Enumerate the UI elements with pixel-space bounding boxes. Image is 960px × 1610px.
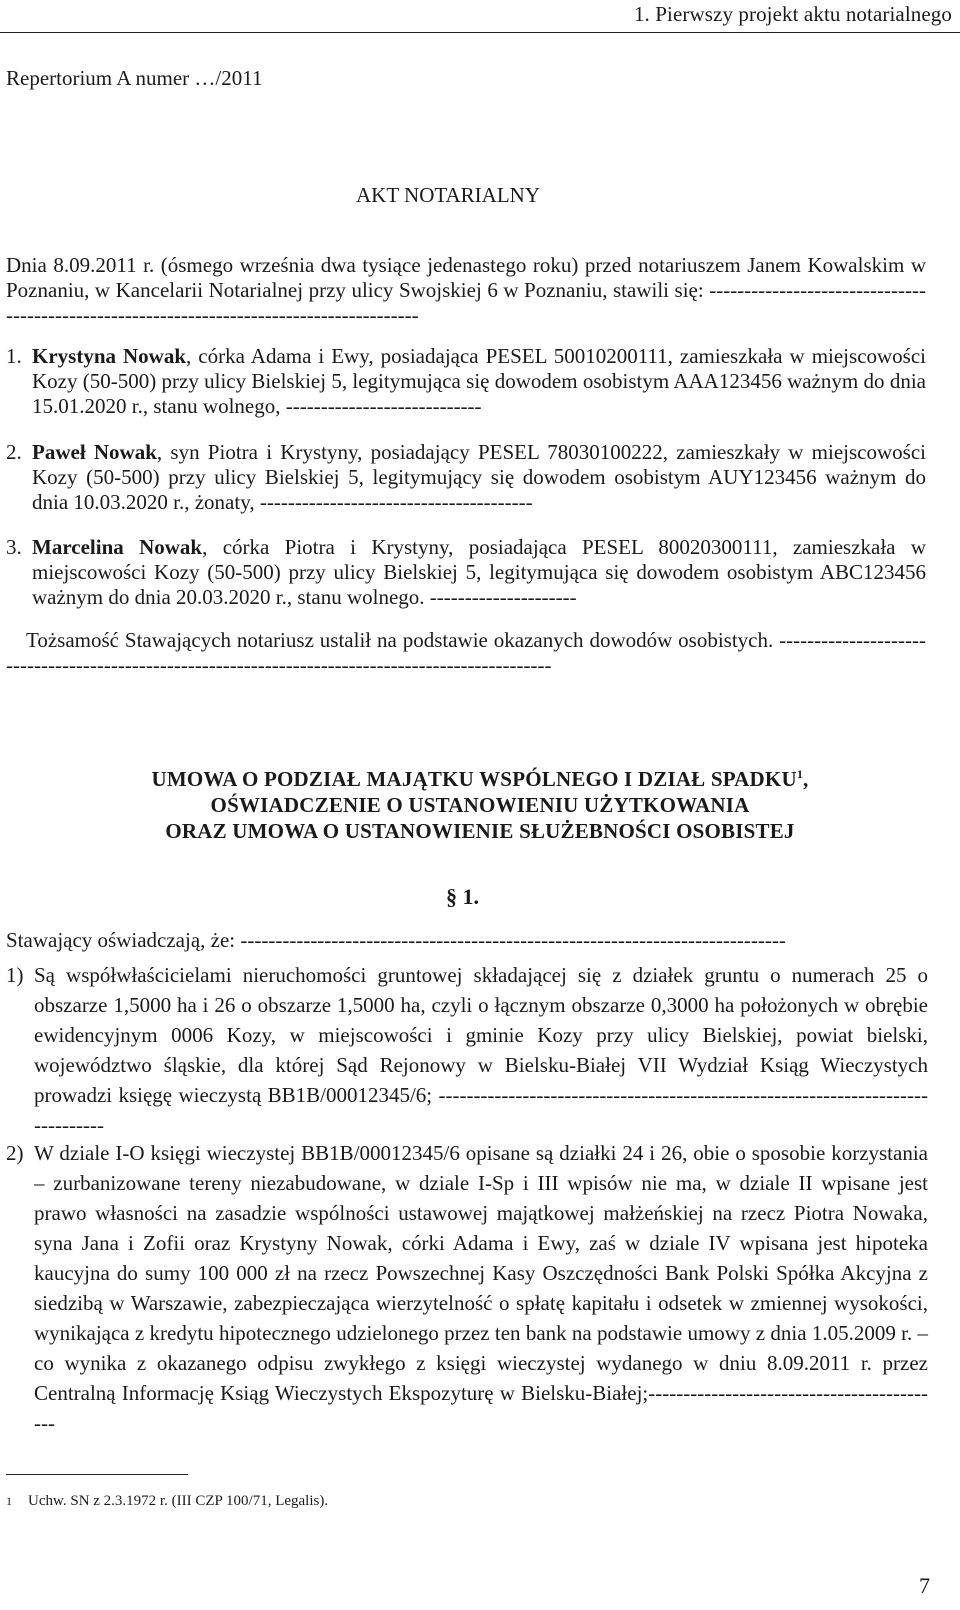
paragraph-mark: § 1. [446, 884, 479, 909]
party-number: 1. [6, 344, 22, 368]
point-number: 1) [6, 963, 24, 987]
footnote [6, 1493, 328, 1510]
footnote-number: 1 [6, 1494, 12, 1508]
repertorium-number: Repertorium A numer …/2011 [6, 66, 263, 90]
party-text [32, 535, 926, 610]
point-text: W dziale I-O księgi wieczystej BB1B/00012345/6 opisane są działki 24 i 26, obie o sposobie korzystania – zurbanizowane tereny niezabudowane, w dziale I-Sp i III wpisów nie ma, w dziale II wpisane jest prawo własności na zasadzie wspólności ustawowej majątkowej małżeńskiej na rzecz Piotra Nowaka, syna Jana i Zofii oraz Krystyny Nowak, córki Adama i Ewy, zaś w dziale IV wpisana jest hipoteka kaucyjna do sumy 100 000 zł na rzecz Powszechnej Kasy Oszczędności Bank Polski Spółka Akcyjna z siedzibą w Warszawie, zabezpieczająca wierzytelność o spłatę kapitału i odsetek w zmiennej wysokości, wynikająca z kredytu hipotecznego udzielonego przez ten bank na podstawie umowy z dnia 1.05.2009 r. – co wynika z okazanego odpisu zwykłego z księgi wieczystej wydanego w dniu 8.09.2011 r. przez Centralną Informację Ksiąg Wieczystych Ekspozyturę w Bielsku-Białej;------------------------------------------- [34, 1141, 928, 1435]
act-title: AKT NOTARIALNY [356, 183, 540, 207]
party-name: Krystyna Nowak [32, 344, 187, 368]
section-heading-line-3: ORAZ UMOWA O USTANOWIENIE SŁUŻEBNOŚCI OSOBISTEJ [165, 819, 795, 843]
party-name: Marcelina Nowak [32, 535, 203, 559]
party-name: Paweł Nowak [32, 440, 157, 464]
footnote-text: Uchw. SN z 2.3.1972 r. (III CZP 100/71, Legalis). [28, 1493, 329, 1509]
party-text [32, 440, 926, 515]
point-1 [6, 960, 928, 1140]
declaration-intro: Stawający oświadczają, że: ------------------------------------------------------------------------------ [6, 928, 786, 952]
party-details: , córka Piotra i Krystyny, posiadająca PESEL 80020300111, zamieszkała w miejscowości Kozy (50-500) przy ulicy Bielskiej 5, legitymująca się dowodem osobistym ABC123456 ważnym do dnia 20.03.2020 r., stanu wolnego. --------------------- [32, 535, 927, 609]
point-number: 2) [6, 1141, 24, 1165]
running-header: 1. Pierwszy projekt aktu notarialnego [633, 2, 952, 26]
party-text [32, 344, 926, 419]
section-heading-line-2: OŚWIADCZENIE O USTANOWIENIU UŻYTKOWANIA [210, 793, 750, 817]
point-text: Są współwłaścicielami nieruchomości gruntowej składającej się z działek gruntu o numerach 25 o obszarze 1,5000 ha i 26 o obszarze 1,5000 ha, czyli o łącznym obszarze 0,3000 ha położonych w obrębie ewidencyjnym 0006 Kozy, w miejscowości i gminie Kozy przy ulicy Bielskiej, powiat bielski, województwo śląskie, dla której Sąd Rejonowy w Bielsku-Białej VII Wydział Ksiąg Wieczystych prowadzi księgę wieczystą BB1B/00012345/6; -------------------------------------------------------------------------------- [34, 963, 928, 1137]
point-2 [6, 1138, 928, 1438]
section-heading [0, 766, 960, 844]
party-1 [6, 344, 926, 419]
header-rule [0, 32, 960, 33]
page-number: 7 [919, 1573, 930, 1598]
party-number: 2. [6, 440, 22, 464]
party-details: , syn Piotra i Krystyny, posiadający PESEL 78030100222, zamieszkały w miejscowości Kozy (50-500) przy ulicy Bielskiej 5, legitymujący się dowodem osobistym AUY123456 ważnym do dnia 10.03.2020 r., żonaty, --------------------------------------- [32, 440, 926, 514]
identity-note: Tożsamość Stawających notariusz ustalił na podstawie okazanych dowodów osobistych. --------------------------------------------------------------------------------------------------- [6, 628, 926, 677]
party-number: 3. [6, 535, 22, 559]
intro-paragraph: Dnia 8.09.2011 r. (ósmego września dwa tysiące jedenastego roku) przed notariuszem Janem Kowalskim w Poznaniu, w Kancelarii Notarialnej przy ulicy Swojskiej 6 w Poznaniu, stawili się: ------------------------------------------------------------------------------------------ [6, 253, 926, 327]
footnote-rule [6, 1474, 188, 1475]
party-details: , córka Adama i Ewy, posiadająca PESEL 50010200111, zamieszkała w miejscowości Kozy (50-500) przy ulicy Bielskiej 5, legitymująca się dowodem osobistym AAA123456 ważnym do dnia 15.01.2020 r., stanu wolnego, ---------------------------- [32, 344, 927, 418]
section-heading-line-1: UMOWA O PODZIAŁ MAJĄTKU WSPÓLNEGO I DZIAŁ SPADKU$^1$, [151, 767, 809, 791]
party-2 [6, 440, 926, 515]
party-3 [6, 535, 926, 610]
footnote-reference: 1 [796, 767, 804, 781]
